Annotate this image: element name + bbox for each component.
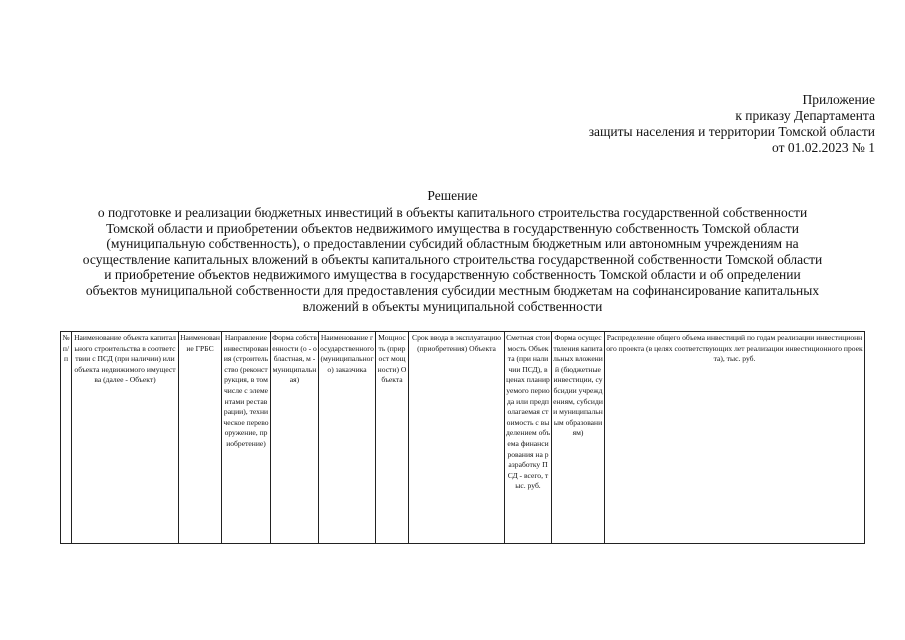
decision-line: осуществление капитальных вложений в объекты капитального строительства государственной собственности Томской области [82,251,823,267]
header-cell-direction [222,332,271,544]
header-text: Форма собственности (о - областная, м - муниципальная) [272,333,317,385]
header-text: № п/п [62,333,70,364]
decision-line: (муниципальную собственность), о предоставлении субсидий областным бюджетным или автономным учреждениям на [106,236,799,252]
header-cell-object-name [72,332,179,544]
header-text: Наименование объекта капитального строительства в соответствии с ПСД (при наличии) или объекта недвижимого имущества (далее - Объект) [74,333,176,385]
annex-label: Приложение [802,92,875,107]
header-text: Распределение общего объема инвестиций по годам реализации инвестиционного проекта (в целях соответствующих лет реализации инвестиционного проекта), тыс. руб. [606,333,863,364]
header-text: Мощность (прирост мощности) Объекта [377,333,407,385]
header-text: Наименование ГРБС [180,333,220,353]
decision-line: Томской области и приобретении объектов недвижимого имущества в государственную собственность Томской области [106,220,799,236]
header-text: Срок ввода в эксплуатацию (приобретения) Объекта [412,333,501,353]
header-text: Форма осуществления капитальных вложений (бюджетные инвестиции, субсидии учреждениям, субсидии муниципальным образованиям) [553,333,603,438]
header-text: Наименование государственного (муниципального) заказчика [320,333,374,374]
annex-department: защиты населения и территории Томской области [588,124,875,139]
decision-line: и приобретение объектов недвижимого имущества в государственную собственность Томской области и об определении [104,267,801,283]
decision-line: о подготовке и реализации бюджетных инвестиций в объекты капитального строительства государственной собственности [97,205,808,220]
header-cell-commissioning-date [409,332,505,544]
investment-table [60,331,865,544]
header-cell-estimated-cost [505,332,552,544]
decision-line: вложений в объекты муниципальной собственности [302,298,603,314]
header-cell-customer [319,332,376,544]
header-cell-distribution [605,332,865,544]
header-cell-capacity [376,332,409,544]
table-header-row [61,332,865,544]
header-cell-ownership [271,332,319,544]
annex-date-number: от 01.02.2023 № 1 [772,140,875,155]
decision-line: объектов муниципальной собственности для предоставления субсидии местным бюджетам на софинансирование капитальных [85,282,820,298]
decision-title: Решение [427,188,478,203]
header-cell-grbs [179,332,222,544]
header-cell-number [61,332,72,544]
annex-order-reference: к приказу Департамента [735,108,875,123]
header-text: Направление инвестирования (строительство (реконструкция, в том числе с элементами реставрации), техническое перевооружение, приобретение) [223,333,269,448]
annex-header [455,92,875,156]
decision-text [60,205,845,314]
header-cell-investment-form [552,332,605,544]
header-text: Сметная стоимость Объекта (при наличии ПСД), в ценах планируемого периода или предполагаемая стоимость с выделением объема финансирования на разработку ПСД - всего, тыс. руб. [506,333,550,491]
